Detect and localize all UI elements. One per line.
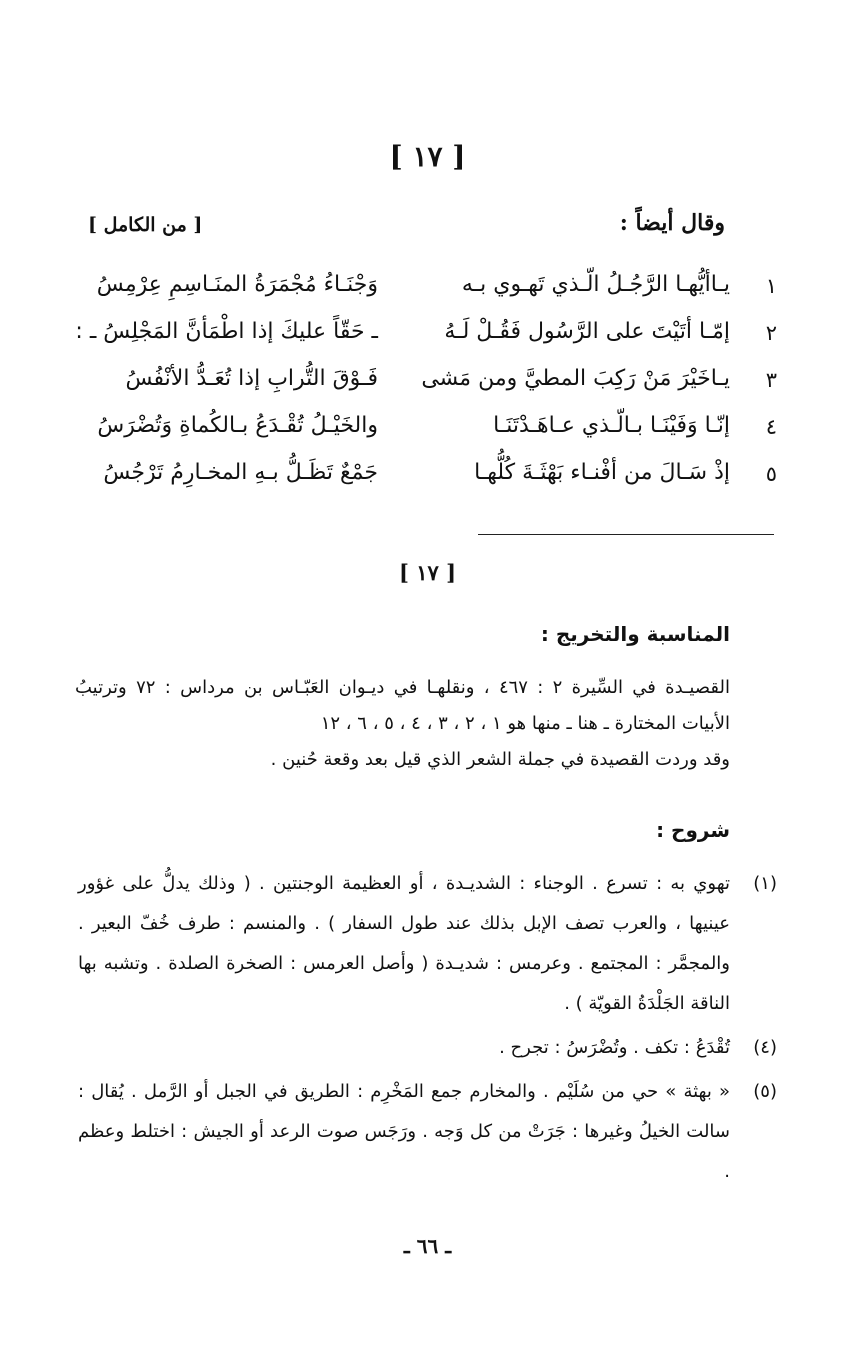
- source-paragraph: وقد وردت القصيدة في جملة الشعر الذي قيل بعد وقعة حُنين .: [270, 749, 730, 770]
- verse-number: ٥: [765, 462, 777, 486]
- verse-line: [0, 315, 855, 362]
- commentary-number: [ ١٧ ]: [398, 560, 457, 585]
- notes: [0, 864, 855, 1196]
- verse-first-hemistich: إذْ سَـالَ من أفْنـاء بَهْثَـةَ كُلُّهـا: [474, 460, 730, 485]
- verse-first-hemistich: إنّـا وَفَيْنَـا بـالّـذي عـاهَـدْتَنَـا: [493, 413, 730, 438]
- verses: [0, 268, 855, 503]
- verse-number: ٤: [765, 415, 777, 439]
- verse-first-hemistich: يـاخَيْرَ مَنْ رَكِبَ المطيَّ ومن مَشى: [421, 366, 730, 391]
- note-number: (٤): [753, 1037, 777, 1058]
- verse-second-hemistich: والخَيْـلُ تُقْـدَعُ بـالكُماةِ وَتُضْرَسُ: [97, 413, 378, 438]
- page-number: ـ ٦٦ ـ: [403, 1234, 452, 1258]
- verse-line: [0, 409, 855, 456]
- verse-line: [0, 268, 855, 315]
- verse-number: ٢: [765, 321, 777, 345]
- note-text: « بهثة » حي من سُلَيْم . والمخارم جمع المَخْرِم : الطريق في الجبل أو الرَّمل . يُقال : سالت الخيلُ وغيرها : جَرَتْ من كل وَجه . ورَجَس صوت الرعد أو الجيش : اختلط وعظم .: [78, 1081, 730, 1182]
- note-number: (١): [753, 873, 777, 894]
- note-item: [0, 1028, 855, 1068]
- note-text: تهوي به : تسرع . الوجناء : الشديـدة ، أو العظيمة الوجنتين . ( وذلك يدلُّ على غؤور عينيها ، والعرب تصف الإبل بذلك عند طول السفار ) . والمنسم : طرف خُفّ البعير . والمجمَّر : المجتمع . وعرمس : شديـدة ( وأصل العرمس : الصخرة الصلدة . وتشبه بها الناقة الجَلْدَةُ القويّة ) .: [78, 873, 730, 1014]
- note-item: [0, 1072, 855, 1192]
- source-paragraph: القصيـدة في السِّيرة ٢ : ٤٦٧ ، ونقلهـا في ديـوان العَبّـاس بن مرداس : ٧٢ وترتيبُ الأبيات المختارة ـ هنا ـ منها هو ١ ، ٢ ، ٣ ، ٤ ، ٥ ، ٦ ، ١٢: [75, 677, 730, 734]
- poem-meter: [ من الكامل ]: [88, 214, 203, 236]
- verse-first-hemistich: يـاأيُّهـا الرَّجُـلُ الّـذي تَهـوي بـه: [461, 272, 730, 297]
- note-text: تُقْدَعُ : تكف . وتُضْرَسُ : تجرح .: [499, 1037, 730, 1058]
- notes-heading: شروح :: [656, 818, 730, 842]
- verse-line: [0, 456, 855, 503]
- source-text: [75, 670, 730, 778]
- verse-second-hemistich: ـ حَقّاً عليكَ إذا اطْمَأنَّ المَجْلِسُ ـ :: [75, 319, 378, 344]
- verse-line: [0, 362, 855, 409]
- verse-number: ٣: [765, 368, 777, 392]
- verse-number: ١: [765, 274, 777, 298]
- poem-intro: وقال أيضاً :: [619, 210, 725, 236]
- verse-first-hemistich: إمّـا أتَيْتَ على الرَّسُول فَقُـلْ لَـهُ: [444, 319, 730, 344]
- source-heading: المناسبة والتخريج :: [540, 622, 730, 646]
- poem-number: [ ١٧ ]: [389, 140, 466, 173]
- note-item: [0, 864, 855, 1024]
- verse-second-hemistich: جَمْعٌ تَظَـلُّ بـهِ المخـارِمُ تَرْجُسُ: [103, 460, 378, 485]
- section-divider: [478, 534, 774, 535]
- verse-second-hemistich: وَجْنَـاءُ مُجْمَرَةُ المنَـاسِمِ عِرْمِسُ: [96, 272, 378, 297]
- note-number: (٥): [753, 1081, 777, 1102]
- verse-second-hemistich: فَـوْقَ التُّرابِ إذا تُعَـدُّ الأنْفُسُ: [125, 366, 378, 391]
